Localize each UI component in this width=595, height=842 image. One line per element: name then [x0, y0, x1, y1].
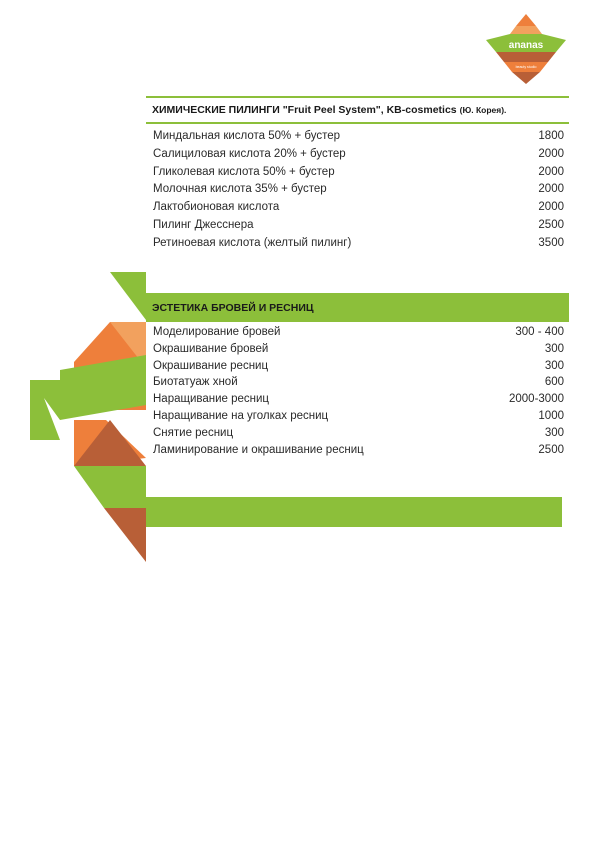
list-item [153, 326, 564, 343]
service-price: 300 [544, 359, 564, 372]
list-item [153, 444, 564, 461]
service-name: Ретиноевая кислота (желтый пилинг) [153, 236, 352, 249]
service-price: 2000 [538, 183, 564, 196]
brows-lashes-title: ЭСТЕТИКА БРОВЕЙ И РЕСНИЦ [152, 301, 314, 314]
service-name: Снятие ресниц [153, 426, 234, 439]
brows-lashes-list [153, 326, 564, 460]
list-item [153, 376, 564, 393]
service-price: 1800 [538, 130, 564, 142]
service-name: Окрашивание ресниц [153, 359, 269, 372]
service-name: Молочная кислота 35% + бустер [153, 183, 327, 196]
service-price: 1000 [538, 409, 564, 422]
chemical-peels-origin-note: (Ю. Корея). [459, 105, 507, 115]
list-item [153, 219, 564, 237]
service-name: Окрашивание бровей [153, 342, 269, 355]
service-price: 2000 [538, 165, 564, 178]
service-name: Наращивание на уголках ресниц [153, 409, 329, 422]
service-name: Гликолевая кислота 50% + бустер [153, 165, 335, 178]
logo-brand-text: ananas [508, 40, 544, 51]
list-item [153, 343, 564, 360]
list-item [153, 360, 564, 377]
service-name: Ламинирование и окрашивание ресниц [153, 443, 364, 456]
service-name: Лактобионовая кислота [153, 201, 280, 214]
chemical-peels-title: ХИМИЧЕСКИЕ ПИЛИНГИ "Fruit Peel System", KB-cosmetics [152, 104, 457, 116]
service-price: 2500 [538, 218, 564, 231]
service-price: 2000-3000 [509, 393, 564, 406]
list-item [153, 237, 564, 255]
service-name: Моделирование бровей [153, 326, 281, 338]
service-price: 300 [544, 342, 564, 355]
service-price: 300 - 400 [515, 326, 564, 338]
list-item [153, 201, 564, 219]
list-item [153, 410, 564, 427]
brows-lashes-header [146, 293, 569, 322]
service-price: 3500 [538, 236, 564, 249]
service-name: Салициловая кислота 20% + бустер [153, 147, 346, 160]
list-item [153, 166, 564, 184]
service-name: Наращивание ресниц [153, 393, 270, 406]
service-name: Пилинг Джесснера [153, 218, 254, 231]
list-item [153, 130, 564, 148]
list-item [153, 393, 564, 410]
service-price: 600 [544, 376, 564, 389]
service-price: 2000 [538, 201, 564, 214]
ananas-logo [484, 12, 568, 86]
chemical-peels-list [153, 130, 564, 255]
service-name: Биотатуаж хной [153, 376, 238, 389]
logo-tagline-text: beauty studio [515, 65, 537, 69]
service-name: Миндальная кислота 50% + бустер [153, 130, 341, 142]
list-item [153, 183, 564, 201]
list-item [153, 148, 564, 166]
service-price: 300 [544, 426, 564, 439]
service-price: 2500 [538, 443, 564, 456]
service-price: 2000 [538, 147, 564, 160]
list-item [153, 427, 564, 444]
footer-green-bar [146, 497, 562, 527]
chemical-peels-header [146, 96, 569, 124]
